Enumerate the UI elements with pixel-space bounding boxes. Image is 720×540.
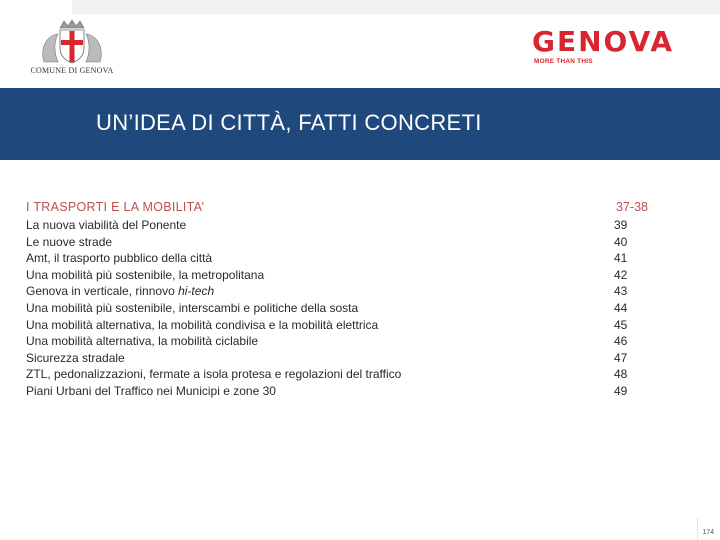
genova-logo-tagline: MORE THAN THIS <box>534 58 593 65</box>
toc-row-page: 41 <box>614 251 628 266</box>
toc-row <box>26 384 666 401</box>
banner-title: UN’IDEA DI CITTÀ, FATTI CONCRETI <box>96 110 482 135</box>
comune-di-genova-logo <box>14 16 130 82</box>
toc-section-header <box>26 200 666 218</box>
toc-row-label: La nuova viabilità del Ponente <box>26 218 187 232</box>
toc-row-label: Piani Urbani del Traffico nei Municipi e zone 30 <box>26 383 276 398</box>
toc-row-label: Una mobilità più sostenibile, interscambi e politiche della sosta <box>26 300 359 315</box>
genova-logo-word: GENOVA <box>532 25 675 58</box>
toc-row-page: 44 <box>614 300 628 315</box>
toc-section-pages: 37-38 <box>616 200 648 214</box>
title-banner <box>0 88 720 160</box>
toc-row <box>26 318 666 335</box>
toc-row <box>26 367 666 384</box>
toc-row-page: 40 <box>614 234 628 249</box>
toc-row-page: 49 <box>614 383 628 398</box>
toc-row-label: Una mobilità alternativa, la mobilità condivisa e la mobilità elettrica <box>26 317 379 332</box>
toc-row-page: 43 <box>614 284 628 299</box>
toc-row <box>26 284 666 301</box>
table-of-contents <box>26 200 666 401</box>
toc-row <box>26 301 666 318</box>
toc-row-label: Una mobilità più sostenibile, la metropolitana <box>26 267 265 282</box>
toc-row-page: 48 <box>614 367 628 382</box>
toc-row-page: 47 <box>614 350 628 365</box>
toc-row-label: Amt, il trasporto pubblico della città <box>26 251 213 266</box>
toc-row <box>26 251 666 268</box>
coat-of-arms-icon <box>32 18 112 66</box>
top-strip <box>72 0 720 14</box>
toc-row <box>26 351 666 368</box>
toc-row-label-main: Genova in verticale, rinnovo <box>26 284 179 299</box>
toc-row-page: 42 <box>614 267 628 282</box>
toc-row <box>26 218 666 235</box>
toc-row-label: Una mobilità alternativa, la mobilità ciclabile <box>26 334 259 349</box>
toc-row-page: 45 <box>614 317 628 332</box>
genova-brand-logo <box>532 25 702 74</box>
toc-row-page: 39 <box>614 218 628 232</box>
toc-row-page: 46 <box>614 334 628 349</box>
toc-row <box>26 268 666 285</box>
comune-logo-text: COMUNE DI GENOVA <box>30 66 114 75</box>
toc-section-title: I TRASPORTI E LA MOBILITA’ <box>26 200 205 214</box>
toc-row-label <box>26 284 214 298</box>
toc-row-label: Sicurezza stradale <box>26 350 125 365</box>
toc-row <box>26 334 666 351</box>
toc-row-label: ZTL, pedonalizzazioni, fermate a isola protesa e regolazioni del traffico <box>26 367 402 382</box>
toc-row-label: Le nuove strade <box>26 234 113 249</box>
page-number: 174 <box>702 529 714 536</box>
toc-row <box>26 235 666 252</box>
toc-row-label-italic: hi-tech <box>178 284 215 299</box>
